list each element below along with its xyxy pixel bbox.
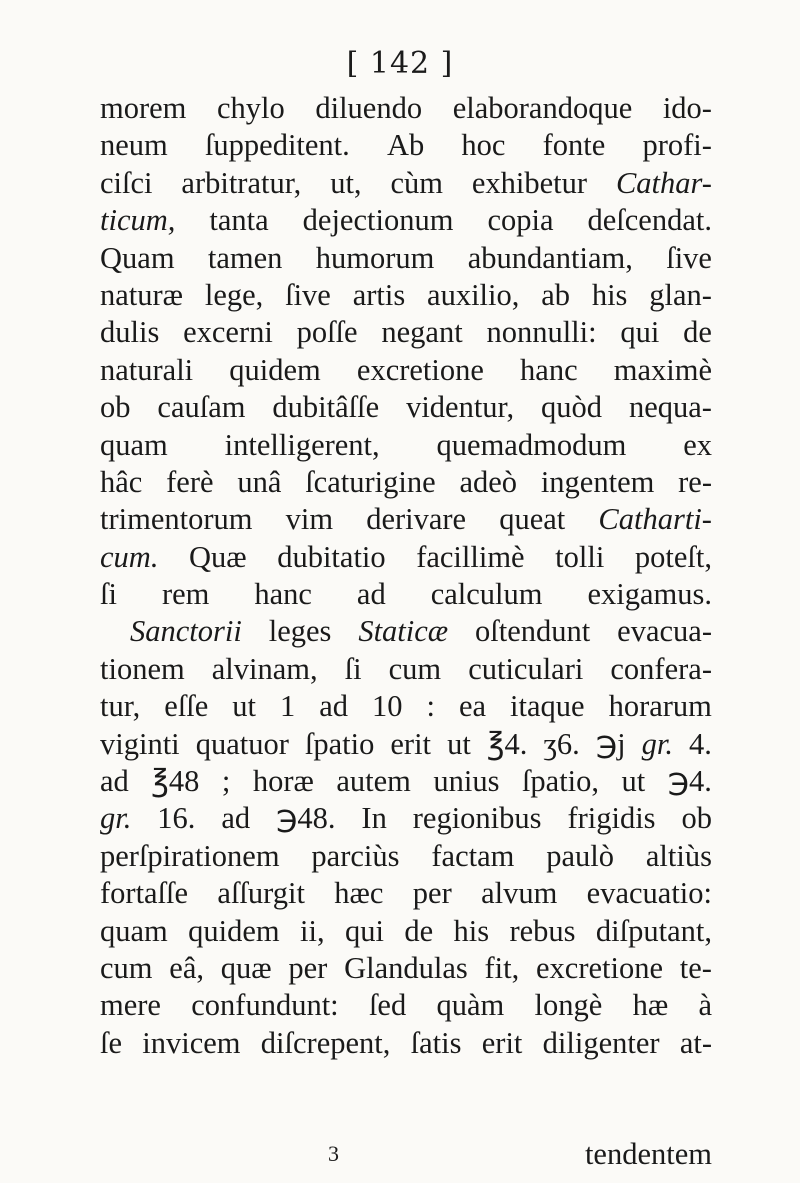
text-line [100, 464, 712, 501]
word: unius [433, 764, 500, 799]
text-line [100, 352, 712, 389]
word: ſi [344, 651, 362, 686]
word: glan- [649, 277, 712, 312]
word: evacua- [617, 614, 712, 649]
word: à [698, 988, 712, 1023]
word: Catharti- [598, 502, 712, 537]
word: quidem [188, 913, 280, 948]
word: ut, [330, 165, 362, 200]
text-line [100, 501, 712, 538]
word: altiùs [645, 838, 712, 873]
word: eâ, [169, 950, 204, 985]
word: facillimè [416, 539, 525, 574]
word: alvinam, [211, 651, 318, 686]
word: viginti [100, 726, 180, 761]
word: parciùs [311, 838, 400, 873]
word: factam [431, 838, 515, 873]
word: nequa- [628, 390, 712, 425]
word: queat [499, 502, 566, 537]
word: invicem [142, 1025, 241, 1060]
word: horarum [608, 689, 712, 724]
word: tionem [100, 651, 185, 686]
word: ſed [368, 988, 407, 1023]
word: Sanctorii [130, 614, 242, 649]
word: eſſe [164, 689, 209, 724]
word: lege, [204, 277, 264, 312]
word: te- [679, 950, 712, 985]
word: In [361, 801, 387, 836]
catchword: tendentem [584, 1137, 712, 1171]
word: erit [481, 1025, 523, 1060]
word: 4. [689, 726, 712, 761]
word: per [288, 950, 328, 985]
word: nonnulli: [486, 315, 597, 350]
text-line [100, 875, 712, 912]
word: cum [388, 651, 442, 686]
text-line [100, 613, 712, 650]
word: ſpatio, [521, 764, 600, 799]
word: leges [268, 614, 332, 649]
word: fit, [484, 950, 520, 985]
text-line [100, 277, 712, 314]
word: rebus [509, 913, 576, 948]
text-line [100, 800, 712, 837]
word: 10 [372, 689, 403, 724]
word: maximè [613, 352, 712, 387]
word: unâ [237, 464, 282, 499]
word: naturali [100, 352, 194, 387]
text-line [100, 913, 712, 950]
word: ii, [300, 913, 325, 948]
word: quàm [436, 988, 505, 1023]
word: morem [100, 91, 187, 125]
word: arbitratur, [181, 165, 302, 200]
word: excretione [356, 352, 484, 387]
word: re- [678, 464, 712, 499]
text-line [100, 90, 712, 127]
word: cùm [390, 165, 443, 200]
text-line [100, 763, 712, 800]
word: longè [534, 988, 603, 1023]
word: 1 [280, 689, 296, 724]
word: ſe [100, 1025, 123, 1060]
word: ut [232, 689, 257, 724]
body-text [100, 90, 712, 1062]
word: ad [100, 764, 129, 799]
word: hâc [100, 464, 143, 499]
word: trimentorum [100, 502, 253, 537]
word: Glandulas [344, 950, 468, 985]
word: tanta [209, 203, 269, 238]
word: Cathar- [615, 165, 712, 200]
word: hanc [520, 352, 578, 387]
word: ticum, [100, 203, 176, 238]
word: hæ [632, 988, 669, 1023]
word: ob [100, 390, 131, 425]
word: horæ [252, 764, 314, 799]
word: at- [679, 1025, 712, 1060]
word: ingentem [540, 464, 655, 499]
word: ſi [100, 577, 117, 612]
text-line [100, 726, 712, 763]
word: videntur, [406, 390, 515, 425]
word: paulò [546, 838, 614, 873]
word: de [404, 913, 434, 948]
word: adeò [459, 464, 518, 499]
word: dulis [100, 315, 160, 350]
word: tamen [207, 240, 283, 275]
word: tolli [555, 539, 605, 574]
text-line [100, 1025, 712, 1062]
word: regionibus [412, 801, 542, 836]
word: ad [221, 801, 251, 836]
word: elaborandoque [452, 91, 633, 125]
word: gr. [641, 726, 674, 761]
word: artis [352, 277, 406, 312]
word: excerni [183, 315, 273, 350]
word: ex [683, 427, 712, 462]
word: ſcaturigine [305, 464, 436, 499]
word: dejectionum [302, 203, 454, 238]
word: quam [100, 913, 168, 948]
text-line [100, 240, 712, 277]
word: cum. [100, 539, 159, 574]
text-line [100, 576, 712, 613]
word: diſcrepent, [260, 1025, 391, 1060]
word: confundunt: [191, 988, 339, 1023]
word: ea [458, 689, 487, 724]
word: mere [100, 988, 161, 1023]
word: poſſe [296, 315, 358, 350]
word: : [426, 689, 435, 724]
word: ſive [666, 240, 712, 275]
word: 16. [157, 801, 196, 836]
word: Ab [386, 128, 425, 163]
word: tur, [100, 689, 141, 724]
word: perſpirationem [100, 838, 280, 873]
text-line [100, 688, 712, 725]
text-line [100, 389, 712, 426]
text-line [100, 127, 712, 164]
word: ſpatio [304, 726, 375, 761]
word: cauſam [157, 390, 246, 425]
word: evacuatio: [586, 876, 712, 911]
word: ſatis [410, 1025, 462, 1060]
word: per [412, 876, 452, 911]
word: dubitatio [277, 539, 386, 574]
word: calculum [430, 577, 543, 612]
word: hoc [461, 128, 506, 163]
word: ciſci [100, 165, 153, 200]
word: ℈4. [667, 764, 712, 799]
word: ſive [285, 277, 331, 312]
text-line [100, 838, 712, 875]
word: fonte [542, 128, 606, 163]
word: poteſt, [634, 539, 712, 574]
word: cuticulari [468, 651, 584, 686]
text-line [100, 651, 712, 688]
word: Staticæ [358, 614, 449, 649]
word: cum [100, 950, 153, 985]
word: alvum [481, 876, 558, 911]
word: ab [541, 277, 570, 312]
word: quam [100, 427, 168, 462]
word: dubitâſſe [272, 390, 380, 425]
word: quòd [541, 390, 603, 425]
word: diligenter [542, 1025, 660, 1060]
word: ad [319, 689, 349, 724]
word: profi- [642, 128, 712, 163]
word: autem [336, 764, 411, 799]
word: excretione [536, 950, 664, 985]
word: fortaſſe [100, 876, 189, 911]
word: ut [621, 764, 646, 799]
word: frigidis [567, 801, 656, 836]
word: copia [487, 203, 554, 238]
text-line [100, 950, 712, 987]
word: Quæ [189, 539, 247, 574]
word: ut [447, 726, 471, 761]
word: derivare [366, 502, 467, 537]
word: ad [356, 577, 386, 612]
text-line [100, 314, 712, 351]
text-line [100, 539, 712, 576]
text-line [100, 427, 712, 464]
word: ℥48 [151, 764, 200, 799]
word: ob [681, 801, 712, 836]
word: ʒ6. [543, 726, 580, 761]
word: hæc [334, 876, 384, 911]
word: ido- [662, 91, 712, 125]
text-line [100, 202, 712, 239]
word: negant [381, 315, 463, 350]
word: ſuppeditent. [204, 128, 350, 163]
page-number: [ 142 ] [346, 46, 454, 81]
word: ferè [166, 464, 214, 499]
word: diſputant, [595, 913, 712, 948]
word: abundantiam, [467, 240, 633, 275]
word: ℈48. [276, 801, 336, 836]
word: auxilio, [427, 277, 520, 312]
word: ; [221, 764, 231, 799]
word: erit [390, 726, 432, 761]
signature-mark: 3 [328, 1141, 339, 1166]
word: itaque [510, 689, 585, 724]
word: exhibetur [471, 165, 588, 200]
word: qui [344, 913, 384, 948]
word: diluendo [315, 91, 423, 125]
word: quatuor [195, 726, 289, 761]
word: deſcendat. [587, 203, 712, 238]
word: exigamus. [587, 577, 712, 612]
word: aſſurgit [217, 876, 305, 911]
word: confera- [610, 651, 712, 686]
word: ℈j [595, 726, 626, 761]
word: quæ [220, 950, 272, 985]
text-line [100, 987, 712, 1024]
word: qui [620, 315, 660, 350]
word: neum [100, 128, 168, 163]
word: vim [285, 502, 334, 537]
word: rem [161, 577, 210, 612]
word: de [683, 315, 712, 350]
word: gr. [100, 801, 132, 836]
word: his [591, 277, 628, 312]
word: naturæ [100, 277, 184, 312]
word: intelligerent, [224, 427, 380, 462]
word: humorum [315, 240, 435, 275]
word: Quam [100, 240, 175, 275]
word: oſtendunt [475, 614, 591, 649]
word: quidem [229, 352, 321, 387]
word: his [453, 913, 490, 948]
word: ℥4. [486, 726, 528, 761]
text-line [100, 165, 712, 202]
word: chylo [217, 91, 285, 125]
word: quemadmodum [436, 427, 627, 462]
word: hanc [254, 577, 312, 612]
